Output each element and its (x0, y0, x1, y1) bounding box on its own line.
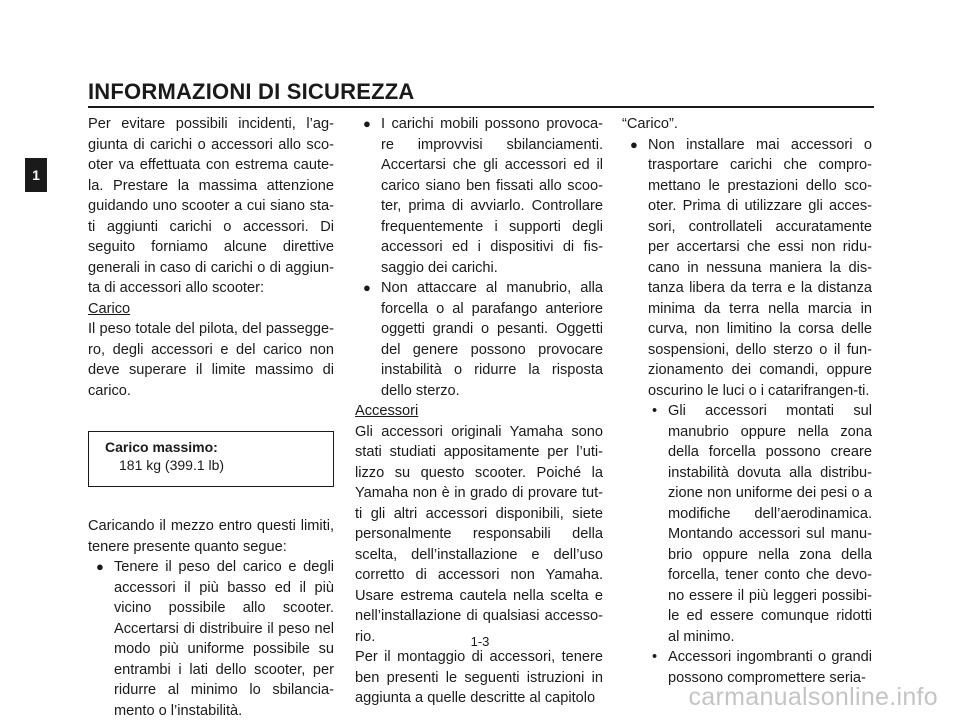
max-load-label: Carico massimo: (105, 439, 218, 455)
page-title: INFORMAZIONI DI SICUREZZA (88, 79, 415, 104)
page-number: 1-3 (470, 634, 490, 649)
accessori-paragraph: Gli accessori originali Yamaha sono stati studiati appositamente per l’uti-lizzo su questo scooter. Poiché la Yamaha non è in grado di provare tut-ti gli altri accessori disponibili, siete personalmente responsabili della scelta, dell’installazione e dell’uso corretto di accessori non Yamaha. Usare estrema cautela nella scelta e nell’installazione di qualsiasi accesso-rio. (355, 423, 603, 645)
title-underline (88, 106, 874, 108)
bullet-item: ● Non attaccare al manubrio, alla forcella o al parafango anteriore oggetti grandi o pesanti. Oggetti del genere possono provocare instabilità o ridurre la risposta dello sterzo. (355, 278, 603, 401)
bullet-item: ● Tenere il peso del carico e degli accessori il più basso ed il più vicino possibile allo scooter. Accertarsi di distribuire il peso nel modo più uniforme possibile su entrambi i lati dello scooter, per ridurre al minimo lo sbilancia-mento o l’instabilità. (88, 557, 334, 721)
montaggio-paragraph: Per il montaggio di accessori, tenere ben presenti le seguenti istruzioni in aggiunta a quelle descritte al capitolo (355, 649, 603, 706)
max-load-box (88, 431, 334, 487)
max-load-value: 181 kg (399.1 lb) (119, 457, 225, 473)
continued-text: “Carico”. (622, 116, 678, 132)
sub-bullet-item: • Gli accessori montati sul manubrio oppure nella zona della forcella possono creare instabilità dovuta alla distribu-zione non uniforme dei pesi o a modifiche dell’aerodinamica. Montando accessori sul manu-brio oppure nella zona della forcella, tener conto che devo-no essere il più leggeri possibi-le ed essere comunque ridotti al minimo. (648, 401, 872, 647)
accessori-heading: Accessori (355, 403, 419, 419)
bullet-item: ● I carichi mobili possono provoca-re improvvisi sbilanciamenti. Accertarsi che gli accessori ed il carico siano ben fissati allo scoo-ter, prima di avviarlo. Controllare frequentemente i supporti degli accessori ed i dispositivi di fis-saggio dei carichi. (355, 114, 603, 278)
col2-bullet-list (355, 114, 603, 401)
after-box-paragraph: Caricando il mezzo entro questi limiti, tenere presente quanto segue: (88, 518, 334, 555)
carico-paragraph: Il peso totale del pilota, del passegge-ro, degli accessori e del carico non deve superare il limite massimo di carico. (88, 321, 334, 399)
column-3 (622, 114, 872, 688)
chapter-tab: 1 (25, 158, 47, 192)
sub-bullet-item: • Accessori ingombranti o grandi possono compromettere seria- (648, 647, 872, 688)
column-1 (88, 114, 334, 721)
intro-paragraph: Per evitare possibili incidenti, l’ag-giunta di carichi o accessori allo sco-oter va effettuata con estrema caute-la. Prestare la massima attenzione guidando uno scooter a cui siano sta-ti aggiunti carichi o accessori. Di seguito forniamo alcune direttive generali in caso di carichi o di aggiun-ta di accessori allo scooter: (88, 116, 334, 296)
col3-bullet-list (622, 135, 872, 402)
watermark: carmanualsonline.info (688, 683, 938, 711)
column-2 (355, 114, 603, 709)
carico-heading: Carico (88, 300, 131, 317)
bullet-item: ● Non installare mai accessori o trasportare carichi che compro-mettano le prestazioni dello sco-oter. Prima di utilizzare gli acces-sori, controllateli accuratamente per accertarsi che essi non ridu-cano in nessuna maniera la dis-tanza libera da terra e la distanza minima da terra nella marcia in curva, non limitino la corsa delle sospensioni, dello sterzo o il fun-zionamento dei comandi, oppure oscurino le luci o i catarifrangen-ti. (622, 135, 872, 402)
